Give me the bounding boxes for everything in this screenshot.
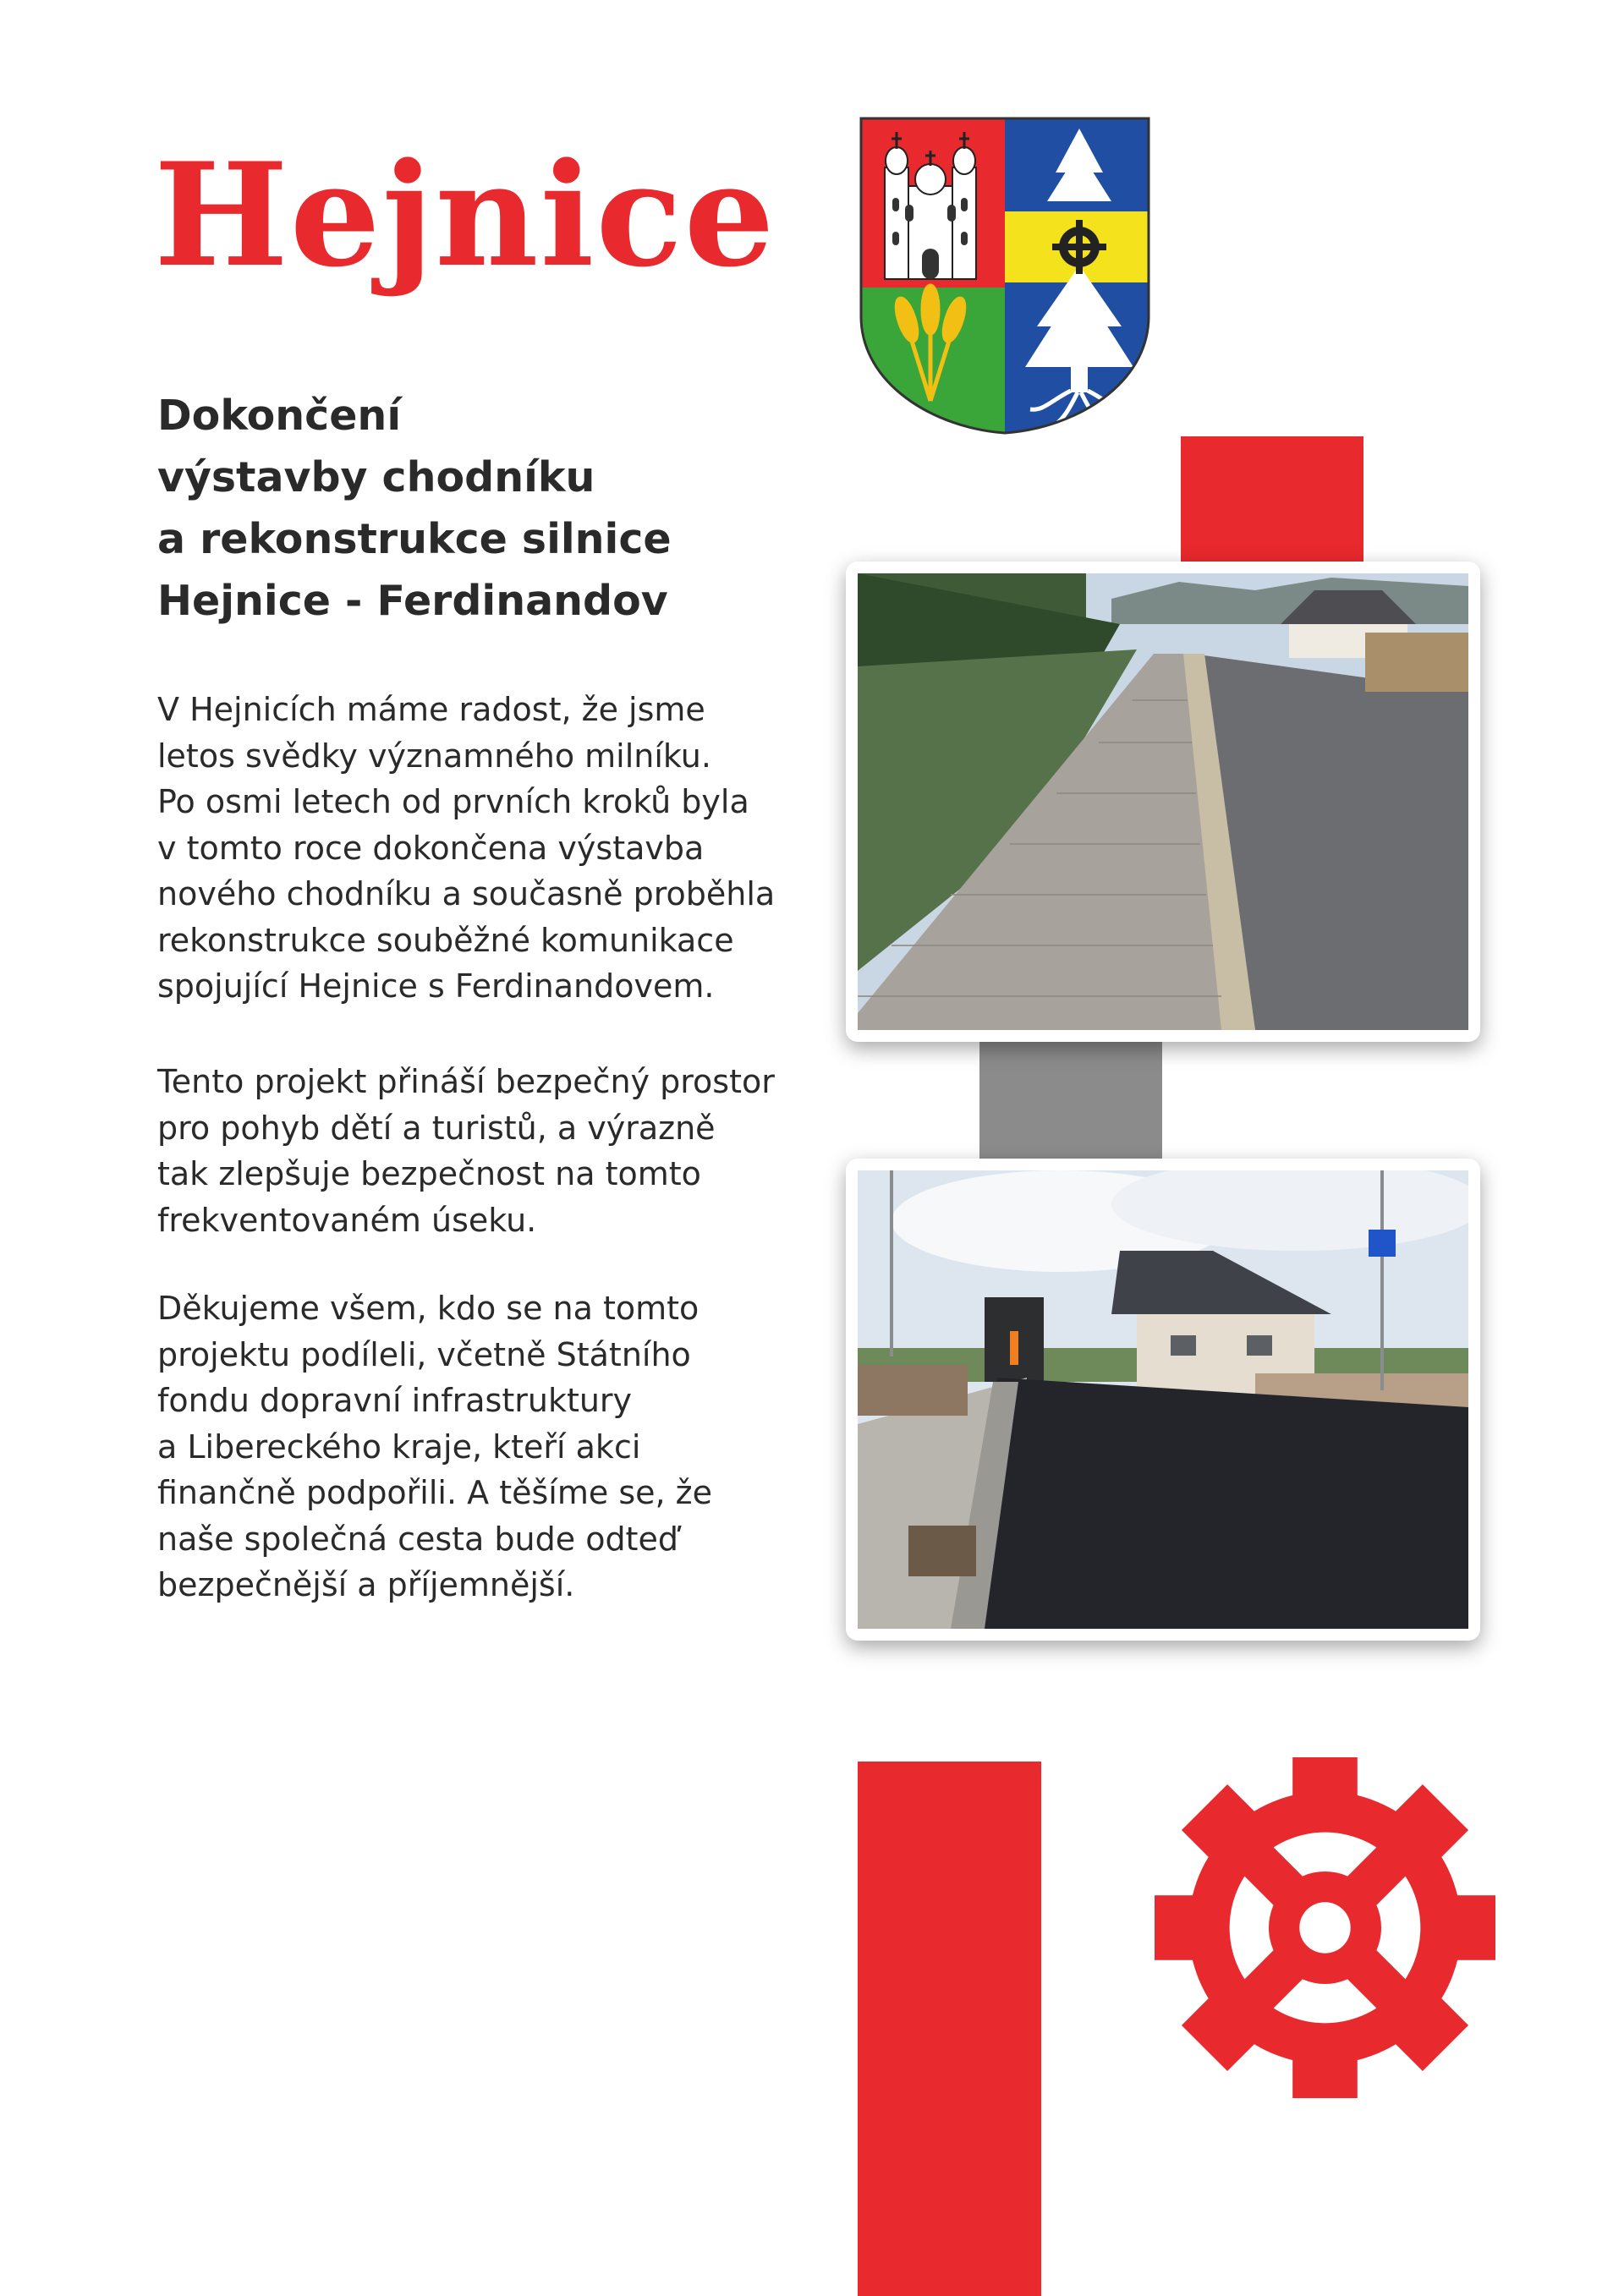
headline-line: Dokončení xyxy=(157,392,402,440)
body-paragraph-1 xyxy=(157,687,783,1010)
text-line: rekonstrukce souběžné komunikace xyxy=(157,921,734,959)
text-line: frekventovaném úseku. xyxy=(157,1201,537,1239)
decor-gray-block xyxy=(979,1040,1162,1159)
town-title: Hejnice xyxy=(154,131,776,299)
article-headline xyxy=(157,385,766,632)
text-line: v tomto roce dokončena výstavba xyxy=(157,829,705,867)
photo-asphalt-road xyxy=(846,1159,1480,1641)
text-line: pro pohyb dětí a turistů, a výrazně xyxy=(157,1109,716,1147)
text-line: Děkujeme všem, kdo se na tomto xyxy=(157,1290,700,1327)
headline-line: a rekonstrukce silnice xyxy=(157,515,672,563)
decor-red-bar xyxy=(858,1762,1041,2296)
photo-sidewalk xyxy=(846,562,1480,1042)
text-line: projektu podíleli, včetně Státního xyxy=(157,1335,691,1373)
body-paragraph-3 xyxy=(157,1285,783,1608)
text-line: a Libereckého kraje, kteří akci xyxy=(157,1427,641,1466)
gear-emblem-icon xyxy=(1155,1757,1495,2098)
text-line: nového chodníku a současně proběhla xyxy=(157,875,776,912)
text-line: V Hejnicích máme radost, že jsme xyxy=(157,691,705,728)
text-line: Po osmi letech od prvních kroků byla xyxy=(157,783,749,820)
decor-red-block xyxy=(1181,436,1363,562)
text-line: Tento projekt přináší bezpečný prostor xyxy=(157,1063,775,1100)
headline-line: výstavby chodníku xyxy=(157,453,595,501)
text-line: letos svědky významného milníku. xyxy=(157,737,711,775)
text-line: fondu dopravní infrastruktury xyxy=(157,1382,633,1419)
body-paragraph-2 xyxy=(157,1059,783,1243)
text-line: bezpečnější a příjemnější. xyxy=(157,1566,575,1603)
text-line: finančně podpořili. A těšíme se, že xyxy=(157,1474,712,1511)
text-line: tak zlepšuje bezpečnost na tomto xyxy=(157,1155,701,1192)
text-line: spojující Hejnice s Ferdinandovem. xyxy=(157,967,715,1005)
coat-of-arms-icon xyxy=(856,113,1154,436)
text-line: naše společná cesta bude odteď xyxy=(157,1520,678,1558)
headline-line: Hejnice - Ferdinandov xyxy=(157,577,668,625)
